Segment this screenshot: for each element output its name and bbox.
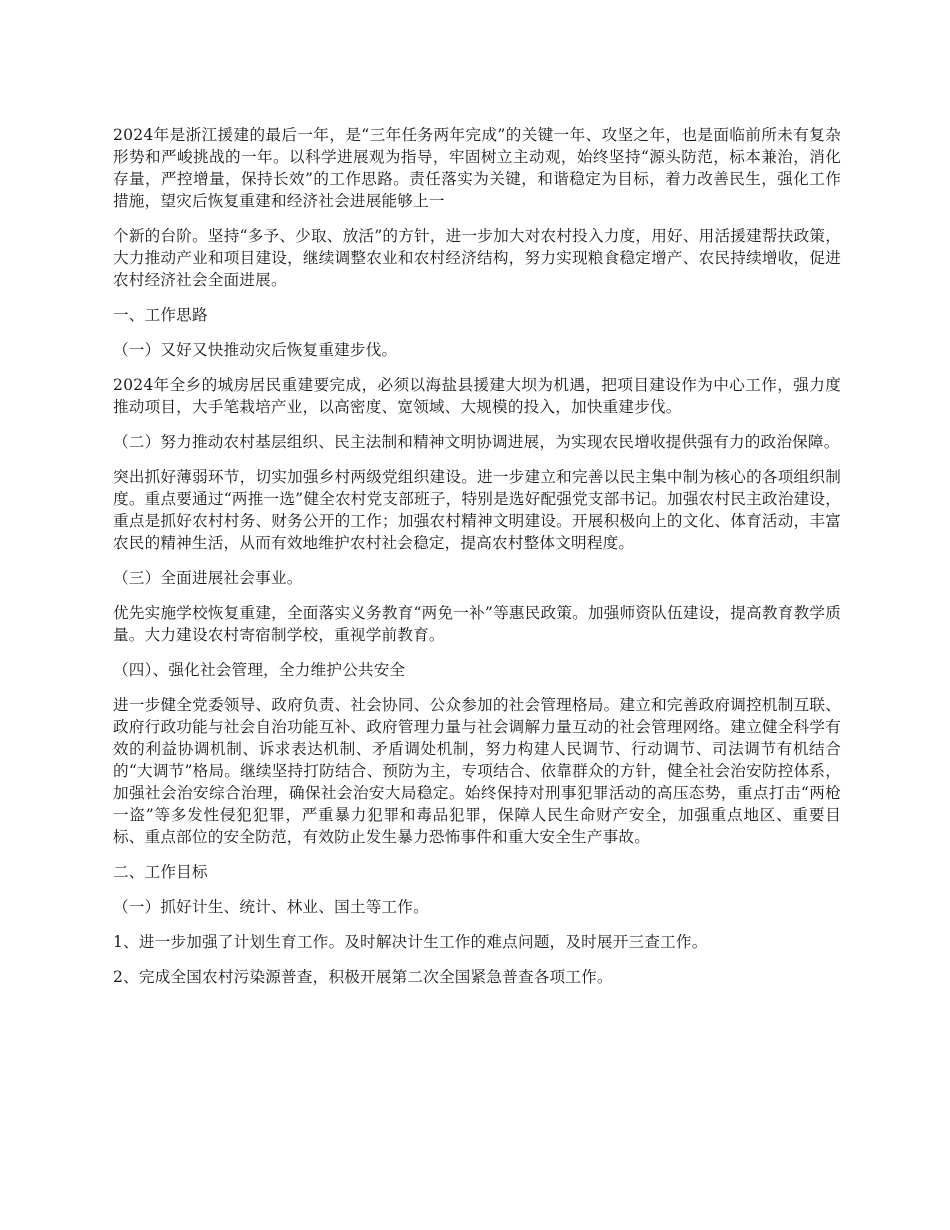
subheading-4: （四）、强化社会管理，全力维护公共安全 — [113, 661, 406, 679]
document-body — [113, 124, 841, 1001]
subheading-2: （二）努力推动农村基层组织、民主法制和精神文明协调进展，为实现农民增收提供强有力的政治保障。 — [113, 433, 840, 451]
list-item-2: 2、完成全国农村污染源普查，积极开展第二次全国紧急普查各项工作。 — [113, 968, 613, 986]
subheading-3: （三）全面进展社会事业。 — [113, 569, 303, 587]
subheading-goals-1: （一）抓好计生、统计、林业、国土等工作。 — [113, 898, 429, 916]
paragraph-social-management: 进一步健全党委领导、政府负责、社会协同、公众参加的社会管理格局。建立和完善政府调控机制互联、政府行政功能与社会自治功能互补、政府管理力量与社会调解力量互动的社会管理网络。建立健全科学有效的利益协调机制、诉求表达机制、矛盾调处机制，努力构建人民调节、行动调节、司法调节有机结合的“大调节”格局。继续坚持打防结合、预防为主，专项结合、依靠群众的方针，健全社会治安防控体系，加强社会治安综合治理，确保社会治安大局稳定。始终保持对刑事犯罪活动的高压态势，重点打击“两枪一盗”等多发性侵犯犯罪，严重暴力犯罪和毒品犯罪，保障人民生命财产安全，加强重点地区、重要目标、重点部位的安全防范，有效防止发生暴力恐怖事件和重大安全生产事故。 — [113, 696, 841, 846]
section-heading-work-goals: 二、工作目标 — [113, 863, 208, 881]
paragraph-intro-2: 个新的台阶。坚持“多予、少取、放活”的方针，进一步加大对农村投入力度，用好、用活援建帮扶政策，大力推动产业和项目建设，继续调整农业和农村经济结构，努力实现粮食稳定增产、农民持续增收，促进农村经济社会全面进展。 — [113, 227, 841, 289]
subheading-1: （一）又好又快推动灾后恢复重建步伐。 — [113, 341, 398, 359]
paragraph-reconstruction: 2024年全乡的城房居民重建要完成，必须以海盐县援建大坝为机遇，把项目建设作为中心工作，强力度推动项目，大手笔栽培产业，以高密度、宽领域、大规模的投入，加快重建步伐。 — [113, 376, 841, 416]
paragraph-education: 优先实施学校恢复重建，全面落实义务教育“两免一补”等惠民政策。加强师资队伍建设，提高教育教学质量。大力建设农村寄宿制学校，重视学前教育。 — [113, 604, 841, 644]
paragraph-grassroots: 突出抓好薄弱环节，切实加强乡村两级党组织建设。进一步建立和完善以民主集中制为核心的各项组织制度。重点要通过“两推一选”健全农村党支部班子，特别是选好配强党支部书记。加强农村民主政治建设，重点是抓好农村村务、财务公开的工作；加强农村精神文明建设。开展积极向上的文化、体育活动，丰富农民的精神生活，从而有效地维护农村社会稳定，提高农村整体文明程度。 — [113, 468, 841, 552]
paragraph-intro-1: 2024年是浙江援建的最后一年，是“三年任务两年完成”的关键一年、攻坚之年，也是面临前所未有复杂形势和严峻挑战的一年。以科学进展观为指导，牢固树立主动观，始终坚持“源头防范，标本兼治，消化存量，严控增量，保持长效”的工作思路。责任落实为关键，和谐稳定为目标，着力改善民生，强化工作措施，望灾后恢复重建和经济社会进展能够上一 — [113, 126, 841, 210]
list-item-1: 1、进一步加强了计划生育工作。及时解决计生工作的难点问题，及时展开三查工作。 — [113, 933, 708, 951]
section-heading-work-ideas: 一、工作思路 — [113, 306, 208, 324]
